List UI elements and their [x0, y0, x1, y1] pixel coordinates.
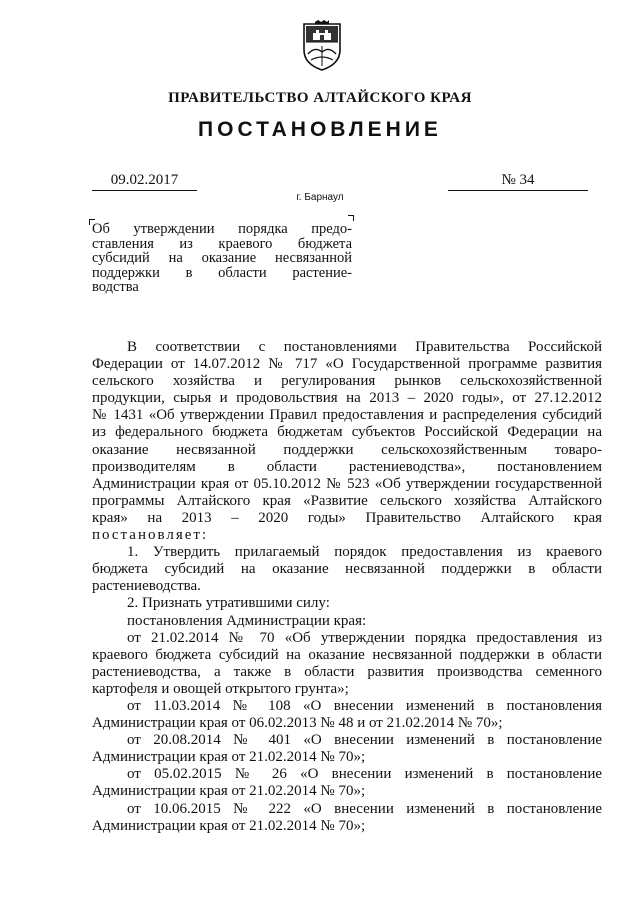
body-line: растениеводства.	[92, 578, 201, 595]
body-line: продукции, сырья и продовольствия на 2013 – 2020 годы», от 27.12.2012	[92, 390, 602, 407]
body-line: Федерации от 14.07.2012 № 717 «О Государственной программе развития	[92, 356, 602, 373]
number-underline	[448, 190, 588, 191]
subject-line: ставления из краевого бюджета	[92, 235, 352, 252]
government-title: ПРАВИТЕЛЬСТВО АЛТАЙСКОГО КРАЯ	[168, 90, 472, 106]
body-line: Администрации края от 21.02.2014 № 70»;	[92, 783, 366, 800]
document-city: г. Барнаул	[296, 192, 344, 203]
subject-line: субсидий на оказание несвязанной	[92, 250, 352, 266]
body-line: от 05.02.2015 № 26 «О внесении изменений в постановление	[127, 766, 602, 783]
body-line: Администрации края от 21.02.2014 № 70»;	[92, 749, 366, 766]
body-line: сельского хозяйства и регулирования рынков сельскохозяйственной	[92, 373, 602, 390]
document-number: № 34	[501, 172, 535, 188]
document-subject	[92, 222, 352, 295]
body-line: края» на 2013 – 2020 годы» Правительство Алтайского края	[92, 509, 602, 526]
subject-line: водства	[92, 279, 139, 295]
coat-of-arms-icon	[301, 20, 343, 72]
body-line: от 21.02.2014 № 70 «Об утверждении порядка предоставления из	[127, 629, 602, 646]
document-type: ПОСТАНОВЛЕНИЕ	[198, 118, 442, 141]
body-line: постановления Администрации края:	[127, 612, 367, 629]
body-line: картофеля и овощей открытого грунта»;	[92, 680, 349, 697]
body-line: Администрации края от 21.02.2014 № 70»;	[92, 817, 366, 834]
body-line: от 11.03.2014 № 108 «О внесении изменений в постановления	[127, 697, 602, 714]
date-underline	[92, 190, 197, 191]
body-line: из федерального бюджета бюджетам субъектов Российской Федерации на	[92, 424, 602, 441]
body-line: Администрации края от 05.10.2012 № 523 «Об утверждении государственной	[92, 475, 602, 492]
body-line: растениеводства, а также в области развития производства семенного	[92, 663, 602, 680]
subject-line: поддержки в области растение-	[92, 264, 352, 281]
body-line: 1. Утвердить прилагаемый порядок предоставления из краевого	[127, 544, 602, 561]
body-line: 2. Признать утратившими силу:	[127, 595, 330, 612]
body-line: Администрации края от 06.02.2013 № 48 и от 21.02.2014 № 70»;	[92, 715, 503, 732]
document-date: 09.02.2017	[110, 172, 179, 188]
body-line: от 10.06.2015 № 222 «О внесении изменений в постановление	[127, 800, 602, 817]
body-line: оказание несвязанной поддержки сельскохозяйственным товаро-	[92, 441, 602, 458]
body-line: В соответствии с постановлениями Правительства Российской	[127, 339, 602, 355]
body-line-decree: постановляет:	[92, 527, 209, 544]
body-line: № 1431 «Об утверждении Правил предоставления и распределения субсидий	[92, 407, 602, 424]
body-line: от 20.08.2014 № 401 «О внесении изменений в постановление	[127, 732, 602, 749]
body-line: программы Алтайского края «Развитие сельского хозяйства Алтайского	[92, 492, 602, 509]
document-body	[92, 339, 602, 835]
body-line: краевого бюджета субсидий на оказание несвязанной поддержки в области	[92, 646, 602, 663]
body-line: бюджета субсидий на оказание несвязанной поддержки в области	[92, 561, 602, 578]
body-line: производителям в области растениеводства», постановлением	[92, 458, 602, 475]
subject-line: Об утверждении порядка предо-	[92, 221, 352, 237]
